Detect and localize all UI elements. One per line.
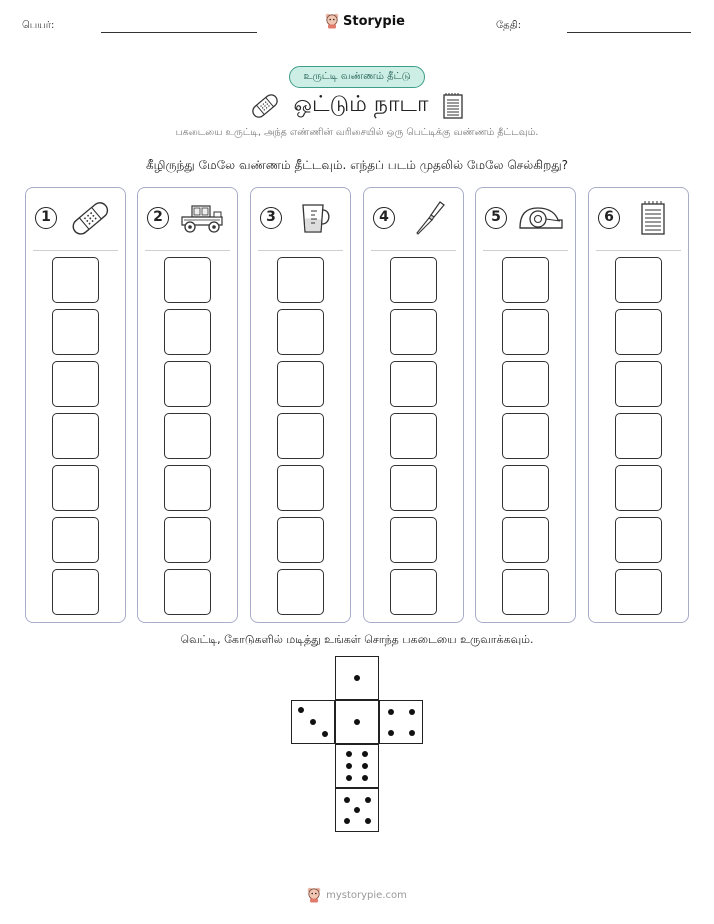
color-box[interactable]: [502, 517, 549, 563]
color-box[interactable]: [615, 569, 662, 615]
title-row: [240, 88, 474, 124]
color-box[interactable]: [277, 309, 324, 355]
column-number: 1: [35, 207, 57, 229]
color-box[interactable]: [615, 309, 662, 355]
column-number: 3: [260, 207, 282, 229]
dice-pip: [346, 775, 352, 781]
date-label: தேதி:: [496, 20, 522, 31]
color-box[interactable]: [164, 257, 211, 303]
brand-name: Storypie: [343, 13, 405, 29]
color-box[interactable]: [615, 517, 662, 563]
dice-face-1: [335, 700, 379, 744]
color-box[interactable]: [277, 361, 324, 407]
color-box[interactable]: [615, 361, 662, 407]
dice-face-5: [335, 788, 379, 832]
notepad-icon: [442, 92, 464, 120]
color-box[interactable]: [277, 413, 324, 459]
dice-pip: [409, 730, 415, 736]
column-6: [588, 187, 689, 623]
color-box[interactable]: [502, 309, 549, 355]
dice-pip: [354, 807, 360, 813]
color-box[interactable]: [502, 413, 549, 459]
color-box[interactable]: [502, 465, 549, 511]
dice-pip: [365, 797, 371, 803]
dice-pip: [362, 763, 368, 769]
color-box[interactable]: [615, 257, 662, 303]
color-box[interactable]: [52, 517, 99, 563]
color-box[interactable]: [164, 361, 211, 407]
footer-url: mystorypie.com: [326, 889, 407, 901]
column-divider: [33, 250, 118, 251]
dice-pip: [388, 730, 394, 736]
column-number: 5: [485, 207, 507, 229]
color-box[interactable]: [502, 257, 549, 303]
dice-pip: [409, 709, 415, 715]
color-box[interactable]: [502, 569, 549, 615]
column-divider: [596, 250, 681, 251]
column-4: [363, 187, 464, 623]
dice-instruction: வெட்டி, கோடுகளில் மடித்து உங்கள் சொந்த பகடையை உருவாக்கவும்.: [180, 633, 534, 646]
color-box[interactable]: [390, 517, 437, 563]
dice-pip: [346, 751, 352, 757]
column-number: 4: [373, 207, 395, 229]
column-divider: [145, 250, 230, 251]
color-box[interactable]: [52, 569, 99, 615]
name-line: [101, 32, 257, 33]
dice-face-1: [335, 656, 379, 700]
bear-icon: [325, 13, 339, 29]
measuring-cup-icon: [291, 200, 339, 236]
column-divider: [258, 250, 343, 251]
page-title: ஒட்டும் நாடா: [293, 92, 429, 117]
dice-pip: [344, 818, 350, 824]
dice-pip: [298, 707, 304, 713]
dice-pip: [354, 675, 360, 681]
dice-pip: [354, 719, 360, 725]
dice-pip: [346, 763, 352, 769]
tape-dispenser-icon: [516, 200, 564, 236]
dice-pip: [362, 751, 368, 757]
color-box[interactable]: [615, 413, 662, 459]
color-box[interactable]: [390, 257, 437, 303]
instruction: கீழிருந்து மேலே வண்ணம் தீட்டவும். எந்தப் படம் முதலில் மேலே செல்கிறது?: [145, 158, 569, 172]
color-box[interactable]: [52, 257, 99, 303]
column-number: 2: [147, 207, 169, 229]
dice-face-6: [335, 744, 379, 788]
paintbrush-icon: [404, 200, 452, 236]
color-box[interactable]: [615, 465, 662, 511]
color-box[interactable]: [164, 569, 211, 615]
dice-pip: [388, 709, 394, 715]
color-box[interactable]: [52, 309, 99, 355]
color-box[interactable]: [277, 257, 324, 303]
dice-pip: [344, 797, 350, 803]
name-label: பெயர்:: [22, 20, 55, 31]
dice-pip: [365, 818, 371, 824]
activity-badge: உருட்டி வண்ணம் தீட்டு: [289, 66, 425, 88]
color-box[interactable]: [277, 569, 324, 615]
column-3: [250, 187, 351, 623]
color-box[interactable]: [390, 569, 437, 615]
date-line: [567, 32, 691, 33]
dice-pip: [322, 731, 328, 737]
bear-icon: [307, 887, 321, 903]
footer: [0, 887, 714, 903]
color-box[interactable]: [52, 465, 99, 511]
storypie-logo: [325, 13, 405, 29]
column-5: [475, 187, 576, 623]
dice-face-3: [291, 700, 335, 744]
dice-face-4: [379, 700, 423, 744]
color-box[interactable]: [164, 465, 211, 511]
notepad-icon: [629, 200, 677, 236]
bandage-icon: [250, 92, 280, 120]
column-divider: [371, 250, 456, 251]
color-box[interactable]: [164, 517, 211, 563]
dice-pip: [362, 775, 368, 781]
color-box[interactable]: [390, 465, 437, 511]
color-box[interactable]: [277, 465, 324, 511]
color-box[interactable]: [390, 309, 437, 355]
color-box[interactable]: [164, 413, 211, 459]
color-box[interactable]: [52, 413, 99, 459]
column-divider: [483, 250, 568, 251]
subtitle: பகடையை உருட்டி, அந்த எண்ணின் வரிசையில் ஒரு பெட்டிக்கு வண்ணம் தீட்டவும்.: [175, 127, 539, 138]
car-icon: [178, 200, 226, 236]
color-box[interactable]: [164, 309, 211, 355]
dice-pip: [310, 719, 316, 725]
bandage-icon: [66, 200, 114, 236]
color-box[interactable]: [277, 517, 324, 563]
column-number: 6: [598, 207, 620, 229]
color-box[interactable]: [52, 361, 99, 407]
column-1: [25, 187, 126, 623]
column-2: [137, 187, 238, 623]
color-box[interactable]: [502, 361, 549, 407]
color-box[interactable]: [390, 413, 437, 459]
color-box[interactable]: [390, 361, 437, 407]
